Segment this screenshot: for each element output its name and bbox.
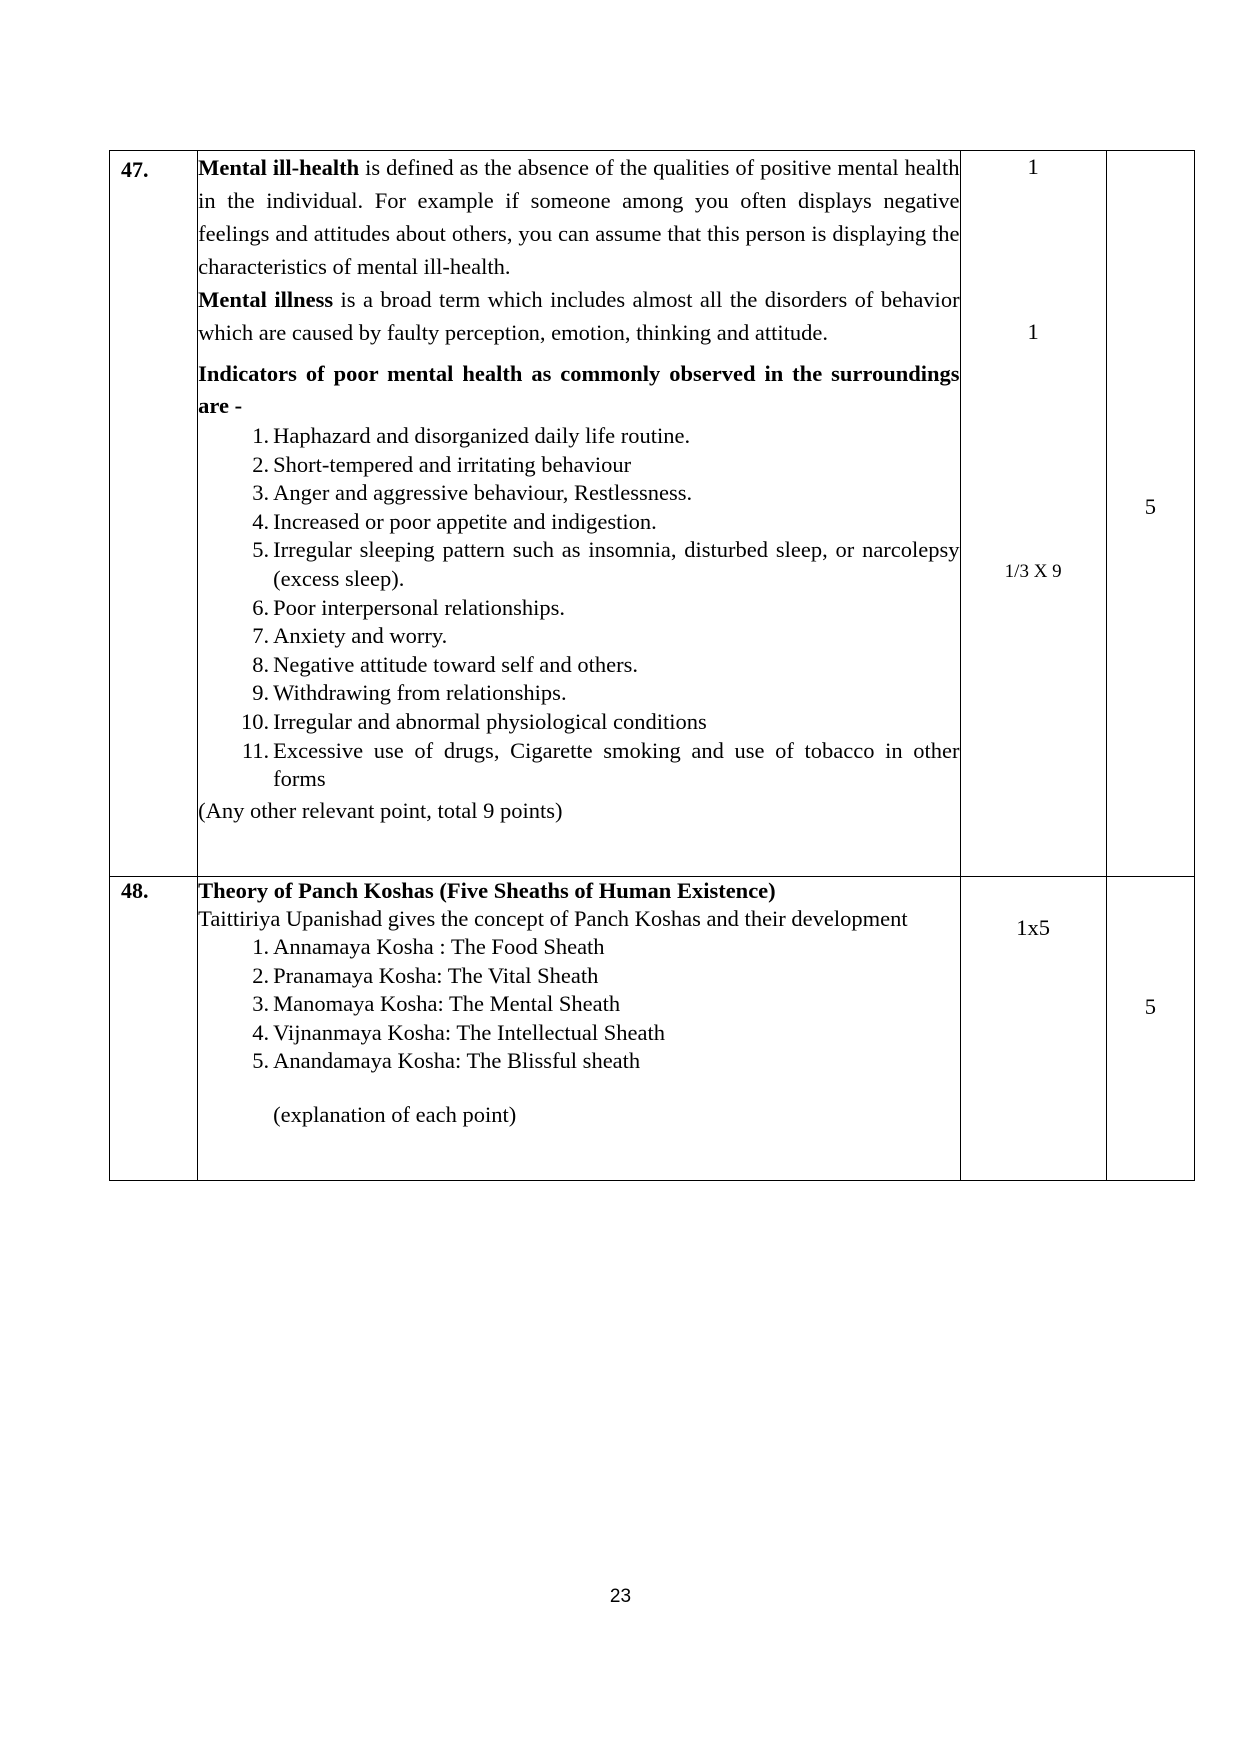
list-item: 2. Pranamaya Kosha: The Vital Sheath (252, 962, 599, 988)
note: (Any other relevant point, total 9 points) (198, 797, 563, 823)
term: Mental ill-health (198, 155, 360, 180)
list-item: 10. Irregular and abnormal physiological conditions (241, 708, 707, 734)
section-heading: Theory of Panch Koshas (Five Sheaths of Human Existence) (198, 878, 776, 903)
list-item: 4. Increased or poor appetite and indigestion. (252, 508, 657, 534)
marks-cell (960, 877, 1106, 1181)
list-item: 3. Anger and aggressive behaviour, Restlessness. (252, 480, 693, 506)
list-item: 6. Poor interpersonal relationships. (252, 594, 565, 620)
mark-value: 1 (1027, 319, 1039, 344)
total-marks-cell (1106, 877, 1194, 1181)
marking-scheme-table (109, 150, 1195, 1181)
total-marks: 5 (1144, 494, 1157, 519)
section-heading: Indicators of poor mental health as commonly observed in the surroundings are - (198, 361, 960, 418)
mark-value: 1x5 (1016, 915, 1051, 940)
question-row-48 (110, 877, 1195, 1181)
list-item: 2. Short-tempered and irritating behaviour (252, 451, 632, 477)
list-item: 9. Withdrawing from relationships. (252, 680, 567, 706)
page-number: 23 (609, 1586, 632, 1607)
intro-text: Taittiriya Upanishad gives the concept of Panch Koshas and their development (198, 906, 908, 931)
definition-mental-illness (198, 283, 959, 349)
question-number: 48. (121, 878, 149, 903)
list-item: 1. Annamaya Kosha : The Food Sheath (252, 934, 605, 959)
marks-cell (960, 151, 1106, 877)
mark-value: 1 (1027, 154, 1039, 179)
definition-mental-ill-health (198, 151, 959, 283)
question-number-cell (110, 877, 198, 1181)
list-item: 7. Anxiety and worry. (252, 623, 448, 649)
list-item: 1. Haphazard and disorganized daily life routine. (252, 423, 691, 448)
kosha-list (198, 933, 959, 1076)
question-row-47 (110, 151, 1195, 877)
answer-cell (198, 151, 960, 877)
definition-text: is a broad term which includes almost all the disorders of behavior which are caused by faulty perception, emotion, thinking and attitude. (198, 287, 960, 345)
list-item: 3. Manomaya Kosha: The Mental Sheath (252, 991, 621, 1017)
term: Mental illness (198, 287, 334, 312)
mark-value: 1/3 X 9 (1004, 561, 1062, 582)
note: (explanation of each point) (273, 1101, 517, 1127)
list-item: 4. Vijnanmaya Kosha: The Intellectual Sheath (252, 1019, 666, 1045)
question-number-cell (110, 151, 198, 877)
list-item: 5. Irregular sleeping pattern such as insomnia, disturbed sleep, or narcolepsy (excess sleep). (252, 537, 960, 591)
list-item: 11. Excessive use of drugs, Cigarette smoking and use of tobacco in other forms (241, 737, 960, 792)
total-marks-cell (1106, 151, 1194, 877)
definition-text: is defined as the absence of the qualities of positive mental health in the individual. For example if someone among you often displays negative feelings and attitudes about others, you can assume that this person is displaying the characteristics of mental ill-health. (198, 155, 960, 279)
indicator-list (198, 422, 959, 794)
answer-cell (198, 877, 960, 1181)
question-number: 47. (121, 157, 149, 182)
total-marks: 5 (1144, 994, 1157, 1019)
list-item: 5. Anandamaya Kosha: The Blissful sheath (252, 1048, 641, 1074)
list-item: 8. Negative attitude toward self and others. (252, 651, 639, 677)
